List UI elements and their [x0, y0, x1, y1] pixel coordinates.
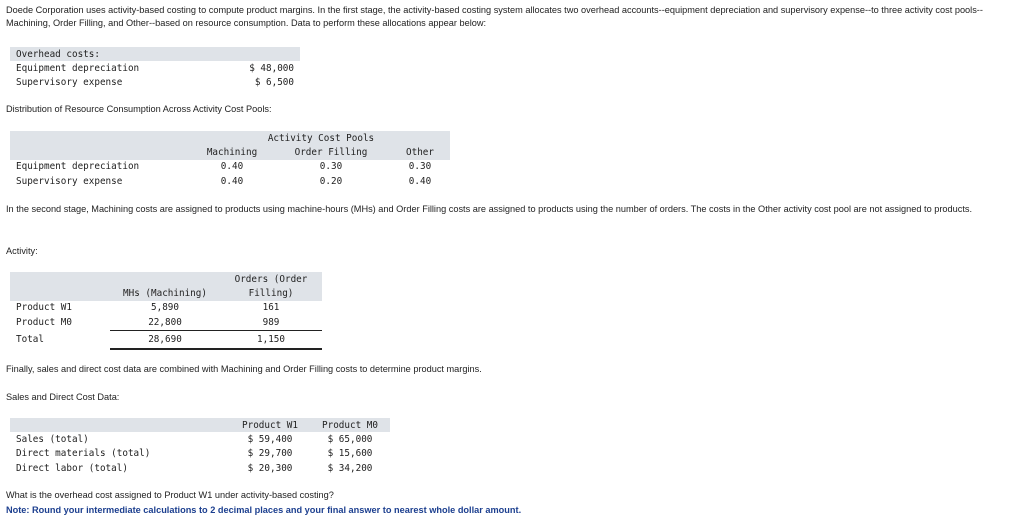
total-cell: 28,690: [110, 330, 220, 349]
table-row: [10, 174, 450, 188]
table-row: [10, 47, 300, 61]
cell: $ 59,400: [247, 434, 293, 446]
row-value: $ 48,000: [249, 63, 294, 75]
cell: $ 29,700: [247, 448, 293, 460]
table-row: [10, 160, 450, 174]
cell: $ 20,300: [247, 462, 293, 474]
final-text: Finally, sales and direct cost data are combined with Machining and Order Filling costs to determine product margins.: [6, 364, 482, 374]
cell: 0.40: [220, 161, 244, 173]
row-label: Sales (total): [16, 434, 89, 446]
table-row: [10, 461, 390, 475]
table-row: [10, 61, 300, 75]
stage2-text: In the second stage, Machining costs are assigned to products using machine-hours (MHs) and Order Filling costs are assigned to products using the number of orders. The costs in the Other activity cost pool are not assigned to products.: [6, 204, 973, 214]
total-label: Total: [16, 333, 44, 345]
cell: 161: [262, 302, 280, 314]
question-text: What is the overhead cost assigned to Product W1 under activity-based costing?: [6, 490, 334, 500]
rounding-note: Note: Round your intermediate calculations to 2 decimal places and your final answer to nearest whole dollar amount.: [6, 505, 522, 515]
cell: $ 34,200: [327, 462, 373, 474]
distribution-heading: Distribution of Resource Consumption Across Activity Cost Pools:: [6, 104, 272, 114]
table-row: [10, 272, 322, 286]
cell: $ 15,600: [327, 448, 373, 460]
column-header: Orders (Order: [234, 273, 308, 285]
sales-heading: Sales and Direct Cost Data:: [6, 392, 120, 402]
cell: 0.40: [408, 175, 432, 187]
cell: 0.30: [408, 161, 432, 173]
column-header: Other: [406, 147, 434, 159]
row-label: Supervisory expense: [16, 77, 123, 89]
table-row: [10, 418, 390, 432]
column-header: Machining: [206, 147, 258, 159]
column-header: Order Filling: [294, 147, 368, 159]
row-label: Product W1: [16, 302, 72, 314]
activity-heading: Activity:: [6, 246, 38, 256]
row-value: $ 6,500: [254, 77, 294, 89]
cell: 0.20: [319, 175, 343, 187]
distribution-table: [10, 131, 450, 189]
total-cell: 1,150: [220, 330, 322, 349]
sales-cost-table: [10, 418, 390, 476]
table-row: [10, 145, 450, 159]
table-row: [10, 76, 300, 90]
table-row: [10, 301, 322, 315]
cell: $ 65,000: [327, 434, 373, 446]
row-label: Equipment depreciation: [16, 161, 140, 173]
column-header: Product M0: [322, 419, 378, 431]
table-row: [10, 315, 322, 330]
overhead-costs-table: [10, 47, 300, 90]
column-header: Filling): [248, 288, 294, 300]
intro-text: Doede Corporation uses activity-based costing to compute product margins. In the first stage, the activity-based costing system allocates two overhead accounts--equipment depreciation and supervisory expense--to three activity cost pools--Machining, Order Filling, and Other--based on resource consumption. Data to perform these allocations appear below:: [6, 5, 983, 28]
table-row: [10, 131, 450, 145]
cell: 0.40: [220, 175, 244, 187]
table-row: [10, 432, 390, 446]
column-header: Product W1: [242, 419, 298, 431]
cell: 5,890: [151, 302, 179, 314]
table-row: [10, 286, 322, 300]
table-row: [10, 447, 390, 461]
row-label: Direct labor (total): [16, 462, 128, 474]
overhead-title: Overhead costs:: [16, 48, 100, 60]
cell: 22,800: [110, 315, 220, 330]
activity-table: [10, 272, 322, 350]
row-label: Direct materials (total): [16, 448, 151, 460]
group-header: Activity Cost Pools: [267, 132, 375, 144]
row-label: Supervisory expense: [16, 175, 123, 187]
cell: 0.30: [319, 161, 343, 173]
column-header: MHs (Machining): [123, 288, 207, 300]
row-label: Equipment depreciation: [16, 63, 140, 75]
row-label: Product M0: [16, 317, 72, 329]
table-row: [10, 330, 322, 349]
cell: 989: [220, 315, 322, 330]
